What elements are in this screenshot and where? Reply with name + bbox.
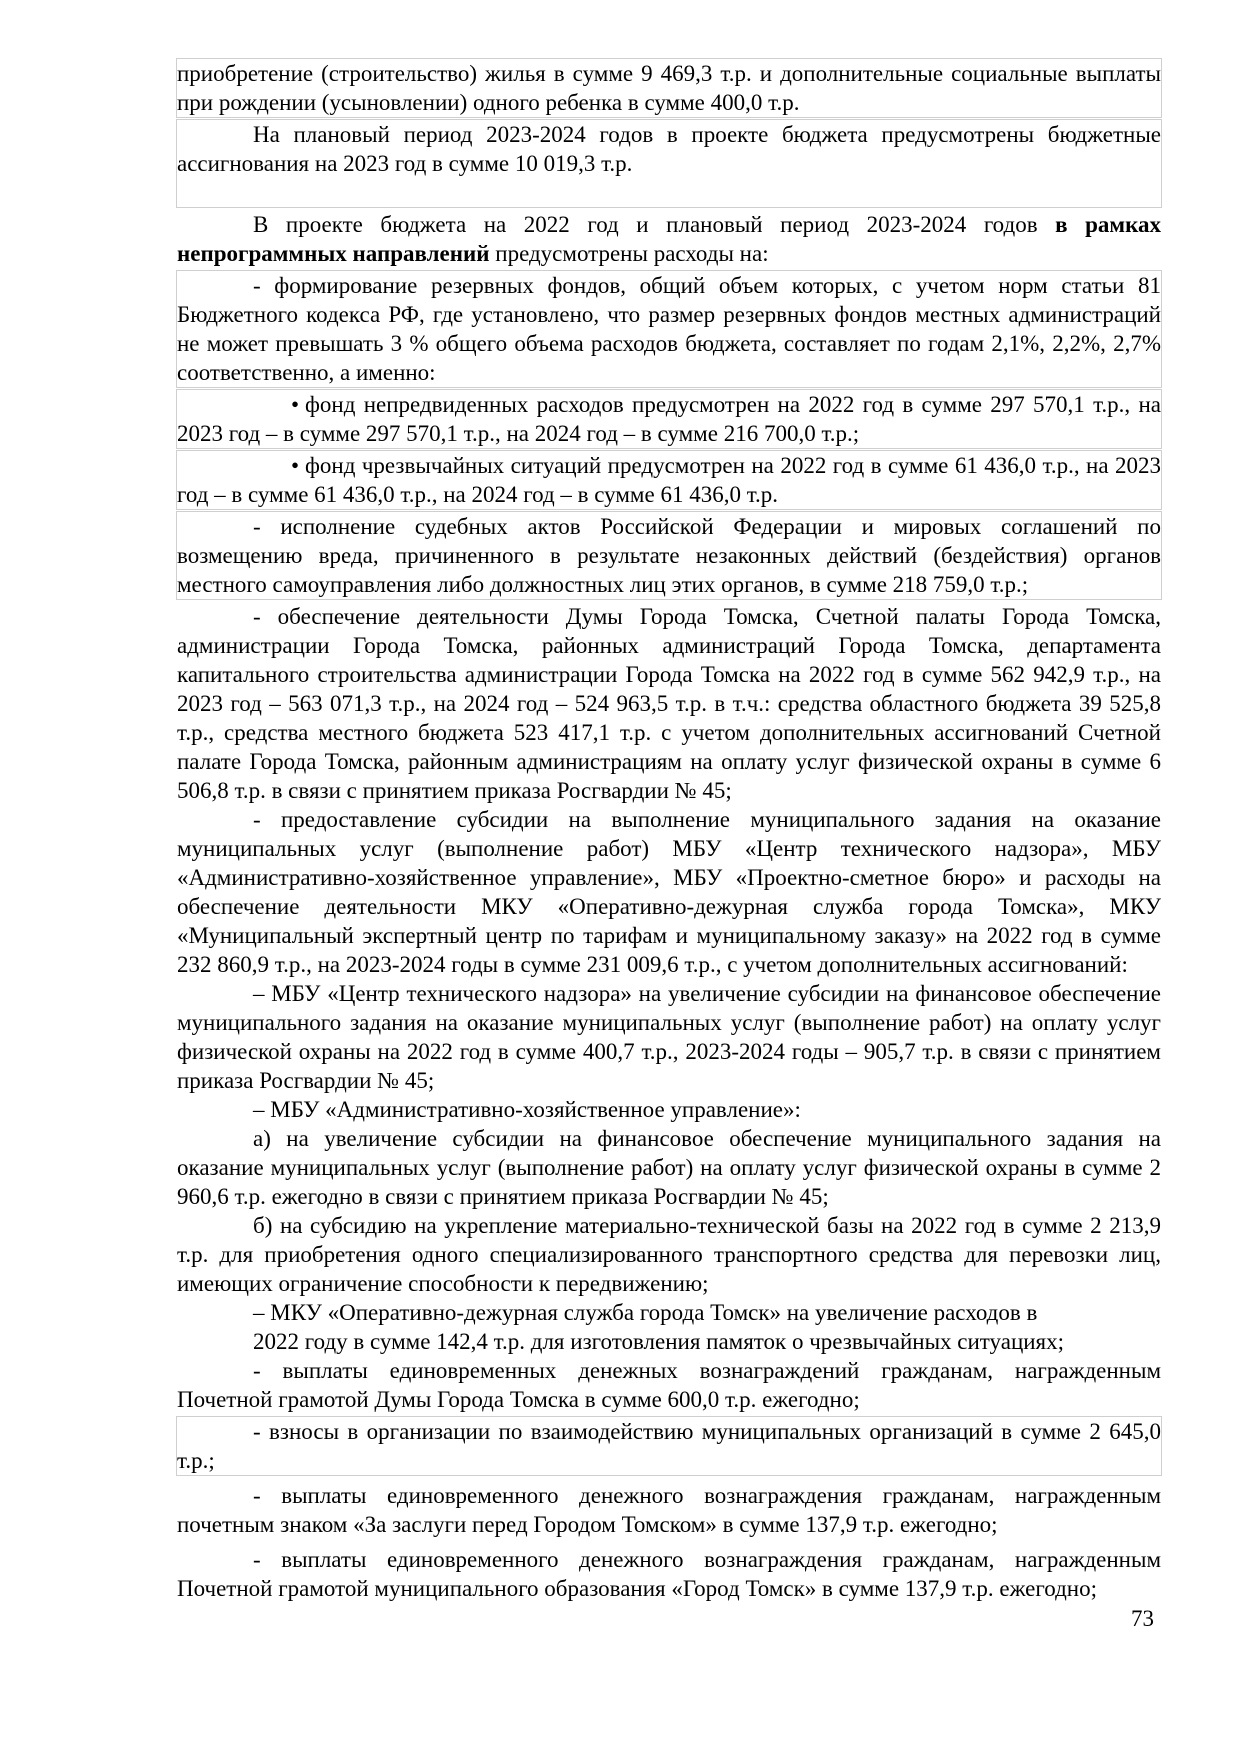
- paragraph-tomsk-certificate-payments: - выплаты единовременного денежного вознаграждения гражданам, награжденным Почетной грамотой муниципального образования «Город Томск» в сумме 137,9 т.р. ежегодно;: [177, 1547, 1161, 1601]
- bullet-icon: •: [291, 453, 300, 478]
- paragraph-block: [176, 119, 1162, 208]
- paragraph-tech-supervision: – МБУ «Центр технического надзора» на увеличение субсидии на финансовое обеспечение муниципального задания на оказание муниципальных услуг (выполнение работ) на оплату услуг физической охраны на 2022 год в сумме 400,7 т.р., 2023-2024 годы – 905,7 т.р. в связи с принятием приказа Росгвардии № 45;: [177, 981, 1161, 1093]
- paragraph-item-a: а) на увеличение субсидии на финансовое обеспечение муниципального задания на оказание муниципальных услуг (выполнение работ) на оплату услуг физической охраны в сумме 2 960,6 т.р. ежегодно в связи с принятием приказа Росгвардии № 45;: [177, 1126, 1161, 1209]
- paragraph-block: [176, 270, 1162, 388]
- paragraph-item-b: б) на субсидию на укрепление материально-технической базы на 2022 год в сумме 2 213,9 т.р. для приобретения одного специализированного транспортного средства для перевозки лиц, имеющих ограничение способности к передвижению;: [177, 1213, 1161, 1296]
- paragraph-duma-certificate-payments: - выплаты единовременных денежных вознаграждений гражданам, награжденным Почетной грамотой Думы Города Томска в сумме 600,0 т.р. ежегодно;: [177, 1358, 1161, 1412]
- page-number: 73: [1131, 1606, 1154, 1631]
- paragraph-block: [176, 1480, 1162, 1540]
- paragraph-block: [176, 450, 1162, 510]
- paragraph-block: [176, 1544, 1162, 1604]
- paragraph-duma-activity: - обеспечение деятельности Думы Города Томска, Счетной палаты Города Томска, администрации Города Томска, районных администраций Города Томска, департамента капитального строительства администрации Города Томска на 2022 год в сумме 562 942,9 т.р., на 2023 год – 563 071,3 т.р., на 2024 год – 524 963,5 т.р. в т.ч.: средства областного бюджета 39 525,8 т.р., средства местного бюджета 523 417,1 т.р. с учетом дополнительных ассигнований Счетной палате Города Томска, районным администрациям на оплату услуг физической охраны в сумме 6 506,8 т.р. в связи с принятием приказа Росгвардии № 45;: [177, 604, 1161, 803]
- paragraph-reserve-funds: - формирование резервных фондов, общий объем которых, с учетом норм статьи 81 Бюджетного кодекса РФ, где установлено, что размер резервных фондов местных администраций не может превышать 3 % общего объема расходов бюджета, составляет по годам 2,1%, 2,2%, 2,7% соответственно, а именно:: [177, 273, 1161, 385]
- paragraph-block: [176, 1416, 1162, 1476]
- paragraph-nonprogram-intro: В проекте бюджета на 2022 год и плановый период 2023-2024 годов в рамках непрограммных направлений предусмотрены расходы на:: [177, 212, 1161, 266]
- paragraph-duty-service-cont: 2022 году в сумме 142,4 т.р. для изготовления памяток о чрезвычайных ситуациях;: [253, 1329, 1065, 1354]
- paragraph-block: [176, 601, 1162, 1415]
- paragraph-block: [176, 389, 1162, 449]
- document-page: [176, 58, 1162, 1605]
- paragraph-block: [176, 209, 1162, 269]
- paragraph-block: [176, 511, 1162, 600]
- bullet-item-emergency-fund: • фонд чрезвычайных ситуаций предусмотрен на 2022 год в сумме 61 436,0 т.р., на 2023 год – в сумме 61 436,0 т.р., на 2024 год – в сумме 61 436,0 т.р.: [177, 453, 1161, 507]
- paragraph-duty-service: – МКУ «Оперативно-дежурная служба города Томск» на увеличение расходов в: [253, 1300, 1038, 1325]
- paragraph-membership-fees: - взносы в организации по взаимодействию муниципальных организаций в сумме 2 645,0 т.р.;: [177, 1419, 1161, 1473]
- paragraph-housing-payments: приобретение (строительство) жилья в сумме 9 469,3 т.р. и дополнительные социальные выплаты при рождении (усыновлении) одного ребенка в сумме 400,0 т.р.: [177, 61, 1161, 115]
- paragraph-planning-period: На плановый период 2023-2024 годов в проекте бюджета предусмотрены бюджетные ассигнования на 2023 год в сумме 10 019,3 т.р.: [177, 122, 1161, 176]
- paragraph-admin-management: – МБУ «Административно-хозяйственное управление»:: [253, 1097, 801, 1122]
- paragraph-court-acts: - исполнение судебных актов Российской Федерации и мировых соглашений по возмещению вреда, причиненного в результате незаконных действий (бездействия) органов местного самоуправления либо должностных лиц этих органов, в сумме 218 759,0 т.р.;: [177, 514, 1161, 597]
- paragraph-merit-badge-payments: - выплаты единовременного денежного вознаграждения гражданам, награжденным почетным знаком «За заслуги перед Городом Томском» в сумме 137,9 т.р. ежегодно;: [177, 1483, 1161, 1537]
- paragraph-municipal-task-subsidy: - предоставление субсидии на выполнение муниципального задания на оказание муниципальных услуг (выполнение работ) МБУ «Центр технического надзора», МБУ «Административно-хозяйственное управление», МБУ «Проектно-сметное бюро» и расходы на обеспечение деятельности МКУ «Оперативно-дежурная служба города Томска», МКУ «Муниципальный экспертный центр по тарифам и муниципальному заказу» на 2022 год в сумме 232 860,9 т.р., на 2023-2024 годы в сумме 231 009,6 т.р., с учетом дополнительных ассигнований:: [177, 807, 1161, 977]
- bullet-item-unforeseen-fund: • фонд непредвиденных расходов предусмотрен на 2022 год в сумме 297 570,1 т.р., на 2023 год – в сумме 297 570,1 т.р., на 2024 год – в сумме 216 700,0 т.р.;: [177, 392, 1161, 446]
- bold-phrase: в рамках непрограммных направлений: [177, 212, 1161, 266]
- paragraph-block: [176, 58, 1162, 118]
- bullet-icon: •: [291, 392, 300, 417]
